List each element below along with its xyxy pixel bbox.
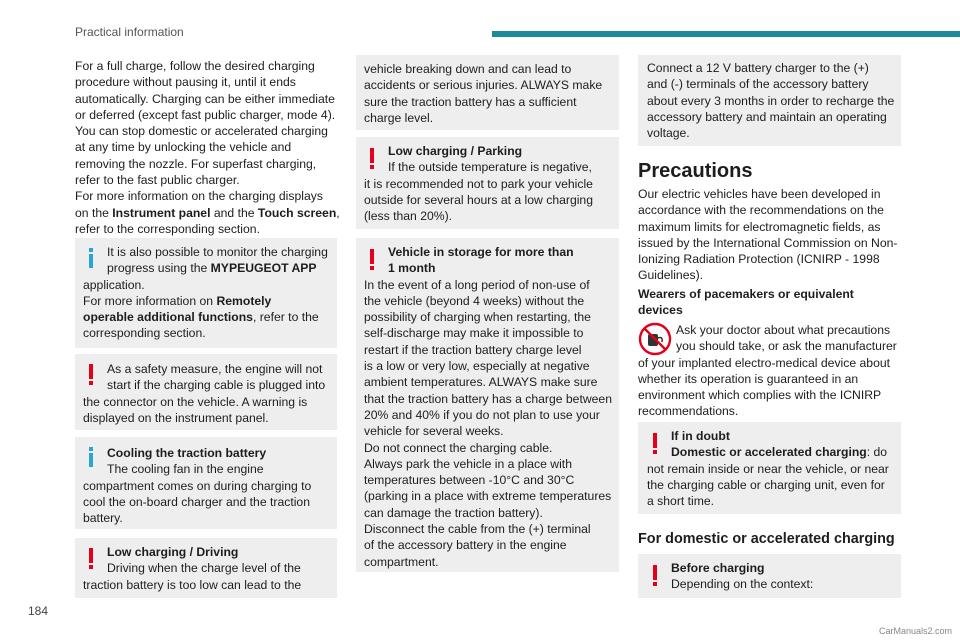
info-box-app: It is also possible to monitor the charging progress using the MYPEUGEOT APP application. For more information on Remotely operable additional functions, refer to the corresponding section. [75, 238, 337, 348]
info-box-cooling: Cooling the traction battery The cooling fan in the engine compartment comes on during charging to cool the on-board charger and the traction battery. [75, 437, 337, 529]
domestic-charging-heading: For domestic or accelerated charging [638, 531, 895, 547]
warning-box-if-in-doubt: If in doubt Domestic or accelerated charging: do not remain inside or near the vehicle, or near the charging cable or charging unit, even for a short time. [638, 422, 901, 514]
warning-box-low-parking: Low charging / Parking If the outside temperature is negative, it is recommended not to park your vehicle outside for several hours at a low charging (less than 20%). [356, 137, 619, 229]
warning-box-continued: vehicle breaking down and can lead to accidents or serious injuries. ALWAYS make sure the traction battery has a sufficient charge level. [356, 55, 619, 130]
pacemaker-heading: Wearers of pacemakers or equivalent devices [638, 287, 854, 318]
warning-box-engine: As a safety measure, the engine will not start if the charging cable is plugged into the connector on the vehicle. A warning is displayed on the instrument panel. [75, 354, 337, 430]
precautions-heading: Precautions [638, 160, 753, 182]
warning-box-before-charging: Before charging Depending on the context: [638, 554, 901, 598]
pacemaker-paragraph: Ask your doctor about what precautions you should take, or ask the manufacturer of your implanted electro-medical device about whether its operation is guaranteed in an environment which complies with the ICNIRP recommendations. [638, 323, 897, 419]
section-title: Practical information [75, 25, 184, 39]
page-number: 184 [28, 604, 49, 618]
watermark: CarManuals2.com [878, 626, 952, 636]
precautions-paragraph: Our electric vehicles have been developed in accordance with the recommendations on the maximum limits for electromagnetic fields, as issued by the International Commission on Non- Ionizing Radiation Protection (ICNIRP - 1998 Guidelines). [638, 187, 898, 283]
warning-box-low-driving: Low charging / Driving Driving when the charge level of the traction battery is too low can lead to the [75, 538, 337, 598]
warning-box-storage: Vehicle in storage for more than 1 month In the event of a long period of non-use of the vehicle (beyond 4 weeks) without the possibility of charging when restarting, the self-discharge may make it impossible to restart if the traction battery charge level is a low or very low, especially at negative ambient temperatures. ALWAYS make sure that the traction battery has a charge between 20% and 40% if you do not plan to use your vehicle for several weeks. Do not connect the charging cable. Always park the vehicle in a place with temperatures between -10°C and 30°C (parking in a place with extreme temperatures can damage the traction battery). Disconnect the cable from the (+) terminal of the accessory battery in the engine compartment. [356, 238, 619, 572]
intro-paragraph: For a full charge, follow the desired charging procedure without pausing it, until it ends automatically. Charging can be either immediate or deferred (except fast public charger, mode 4). You can stop domestic or accelerated charging at any time by unlocking the vehicle and removing the nozzle. For superfast charging, refer to the fast public charger. For more information on the charging displays on the Instrument panel and the Touch screen, refer to the corresponding section. [75, 59, 340, 236]
info-box-12v-charger: Connect a 12 V battery charger to the (+) and (-) terminals of the accessory battery about every 3 months in order to recharge the accessory battery and maintain an operating voltage. [638, 55, 901, 146]
header-accent-bar [492, 31, 960, 37]
